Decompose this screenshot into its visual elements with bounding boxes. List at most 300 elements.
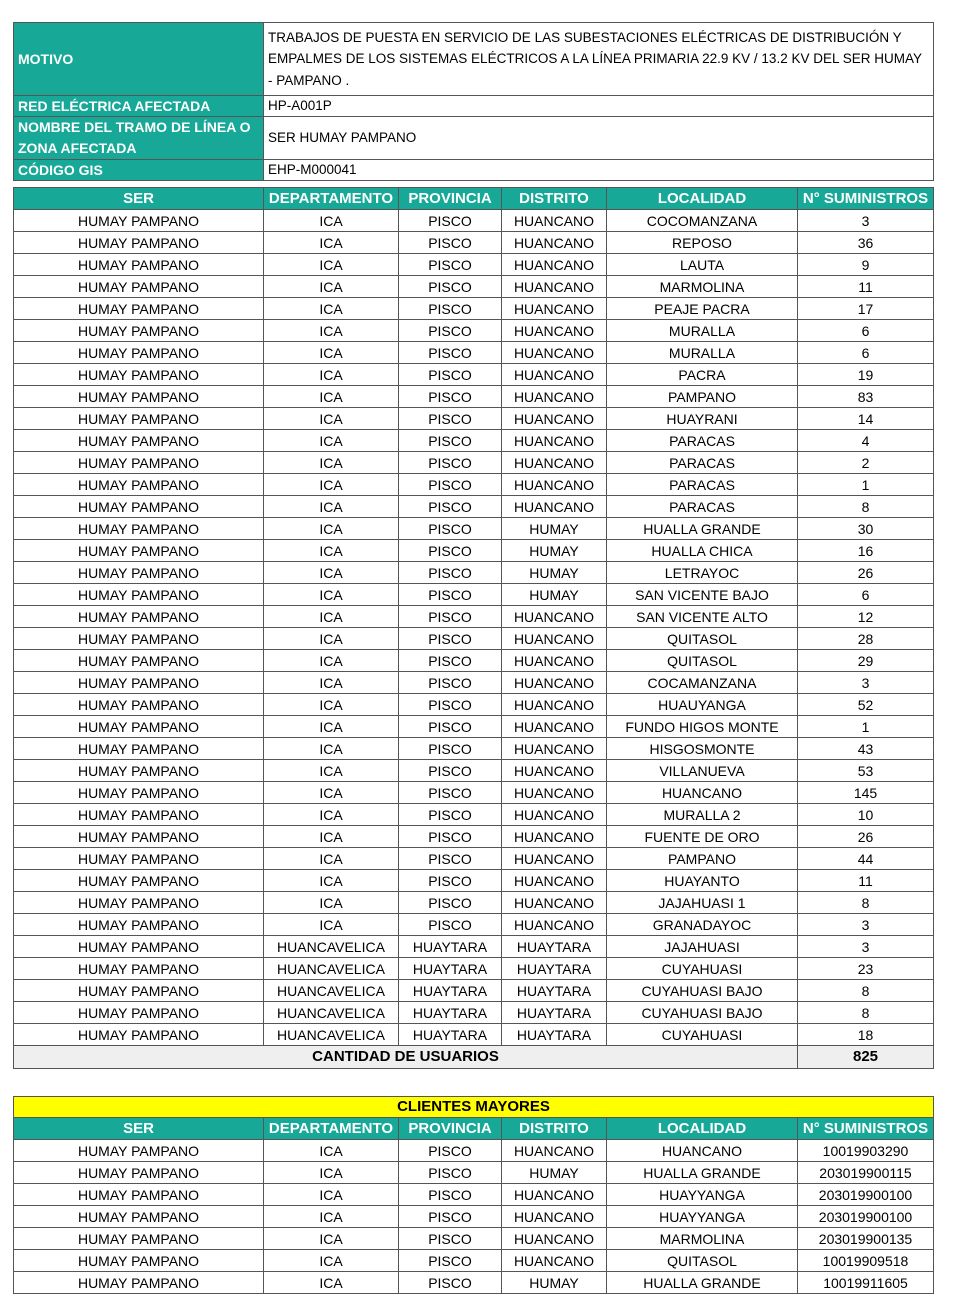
table-row [14,408,934,430]
col-header: PROVINCIA [399,188,502,210]
table-row [14,210,934,232]
table-cell: HUANCANO [502,276,607,298]
table-cell: 28 [798,628,934,650]
table-cell: ICA [264,518,399,540]
table-cell: 19 [798,364,934,386]
table-cell: 17 [798,298,934,320]
col-header: N° SUMINISTROS [798,1118,934,1140]
clientes-mayores-table [13,1096,934,1294]
table-cell: HUMAY PAMPANO [14,628,264,650]
table-cell: HUANCANO [502,914,607,936]
table-cell: 26 [798,562,934,584]
tramo-value: SER HUMAY PAMPANO [264,117,934,160]
table-cell: HUANCANO [502,782,607,804]
gis-label: CÓDIGO GIS [14,160,264,181]
table-cell: PAMPANO [607,848,798,870]
table-cell: 10019909518 [798,1250,934,1272]
table-cell: HUANCAVELICA [264,958,399,980]
table-cell: HUAYTARA [399,958,502,980]
table-cell: ICA [264,672,399,694]
table-cell: JAJAHUASI 1 [607,892,798,914]
motivo-row [14,23,934,96]
table-cell: PISCO [399,232,502,254]
table-cell: ICA [264,1162,399,1184]
table-cell: HUANCANO [502,1228,607,1250]
table-cell: ICA [264,276,399,298]
table-cell: HUMAY PAMPANO [14,584,264,606]
table-cell: COCOMANZANA [607,210,798,232]
table-cell: PACRA [607,364,798,386]
table-cell: HUANCANO [502,672,607,694]
table-cell: HUAYYANGA [607,1206,798,1228]
clientes-mayores-title-row [14,1097,934,1118]
table-cell: PISCO [399,716,502,738]
table-cell: ICA [264,584,399,606]
table-body [14,210,934,1046]
red-label: RED ELÉCTRICA AFECTADA [14,96,264,117]
table-cell: PISCO [399,496,502,518]
table-cell: HUALLA CHICA [607,540,798,562]
table-cell: HUANCANO [502,254,607,276]
motivo-label: MOTIVO [14,23,264,96]
table-cell: ICA [264,562,399,584]
table-row [14,738,934,760]
table-row [14,870,934,892]
table-cell: 16 [798,540,934,562]
table-cell: HUANCANO [502,628,607,650]
table-cell: HUAYTARA [502,1024,607,1046]
table-cell: ICA [264,760,399,782]
table-cell: HUMAY PAMPANO [14,408,264,430]
col-header: SER [14,1118,264,1140]
table-cell: HUMAY PAMPANO [14,562,264,584]
table-cell: HUMAY PAMPANO [14,232,264,254]
table-cell: 6 [798,342,934,364]
table-row [14,298,934,320]
table-cell: 145 [798,782,934,804]
table-cell: 2 [798,452,934,474]
table-cell: LETRAYOC [607,562,798,584]
col-header: DISTRITO [502,188,607,210]
table-cell: ICA [264,782,399,804]
table-row [14,254,934,276]
table-cell: HUMAY PAMPANO [14,980,264,1002]
table-cell: ICA [264,1272,399,1294]
col-header: N° SUMINISTROS [798,188,934,210]
info-table [13,22,934,181]
table-cell: 44 [798,848,934,870]
table-cell: HUANCANO [502,474,607,496]
table-cell: HUMAY PAMPANO [14,738,264,760]
table-cell: HUAYANTO [607,870,798,892]
table-cell: HUMAY PAMPANO [14,540,264,562]
table-cell: PISCO [399,870,502,892]
table-cell: HUAYTARA [502,1002,607,1024]
table-cell: 3 [798,210,934,232]
table-cell: HUANCANO [502,738,607,760]
table-cell: HUMAY PAMPANO [14,606,264,628]
table-cell: HUAYTARA [502,958,607,980]
table-cell: JAJAHUASI [607,936,798,958]
table-cell: HUMAY PAMPANO [14,826,264,848]
table-cell: ICA [264,408,399,430]
table-cell: PISCO [399,540,502,562]
table-cell: PISCO [399,672,502,694]
table-cell: 36 [798,232,934,254]
table-cell: ICA [264,914,399,936]
table-cell: ICA [264,1184,399,1206]
table-cell: CUYAHUASI [607,958,798,980]
table-cell: 3 [798,914,934,936]
table-row [14,386,934,408]
table-cell: 23 [798,958,934,980]
table-cell: 10019903290 [798,1140,934,1162]
table-cell: ICA [264,826,399,848]
table-cell: HUAYTARA [399,980,502,1002]
col-header: LOCALIDAD [607,1118,798,1140]
table-cell: ICA [264,870,399,892]
table-cell: MARMOLINA [607,276,798,298]
table-row [14,232,934,254]
table-cell: HUANCANO [502,408,607,430]
table-row [14,1002,934,1024]
table-cell: 10019911605 [798,1272,934,1294]
table-cell: HUMAY PAMPANO [14,1140,264,1162]
table-row [14,672,934,694]
table-cell: SAN VICENTE ALTO [607,606,798,628]
table-cell: ICA [264,386,399,408]
table-row [14,1184,934,1206]
table-cell: FUENTE DE ORO [607,826,798,848]
table-row [14,1140,934,1162]
table-cell: PISCO [399,210,502,232]
table-cell: PISCO [399,452,502,474]
table-cell: PISCO [399,342,502,364]
table-cell: HUMAY PAMPANO [14,694,264,716]
table-row [14,584,934,606]
table-row [14,1024,934,1046]
table-cell: HUANCANO [502,826,607,848]
table-cell: HUMAY PAMPANO [14,496,264,518]
tramo-label: NOMBRE DEL TRAMO DE LÍNEA O ZONA AFECTADA [14,117,264,160]
table-row [14,716,934,738]
table-cell: HUMAY PAMPANO [14,914,264,936]
table-cell: HISGOSMONTE [607,738,798,760]
table-row [14,276,934,298]
table-cell: 11 [798,870,934,892]
table-cell: 83 [798,386,934,408]
table-cell: ICA [264,738,399,760]
table-cell: HUMAY PAMPANO [14,518,264,540]
table-row [14,694,934,716]
table-cell: CUYAHUASI BAJO [607,1002,798,1024]
clientes-mayores-title: CLIENTES MAYORES [14,1097,934,1118]
table-row [14,320,934,342]
table-cell: HUMAY PAMPANO [14,320,264,342]
table-cell: PARACAS [607,430,798,452]
table-cell: 203019900100 [798,1206,934,1228]
table-cell: ICA [264,496,399,518]
table-cell: ICA [264,232,399,254]
table-cell: HUMAY PAMPANO [14,650,264,672]
table-cell: 10 [798,804,934,826]
table-cell: 203019900100 [798,1184,934,1206]
table-cell: MURALLA [607,342,798,364]
table-cell: HUALLA GRANDE [607,518,798,540]
table-cell: HUMAY [502,1272,607,1294]
table-cell: PISCO [399,606,502,628]
table-row [14,914,934,936]
table-row [14,342,934,364]
table-cell: 3 [798,936,934,958]
table-row [14,650,934,672]
table-cell: QUITASOL [607,1250,798,1272]
table-cell: PISCO [399,1228,502,1250]
table-cell: ICA [264,804,399,826]
table-row [14,892,934,914]
table-row [14,364,934,386]
table-cell: HUMAY PAMPANO [14,452,264,474]
table-header [14,188,934,210]
table-cell: HUMAY PAMPANO [14,804,264,826]
table-row [14,782,934,804]
table-cell: HUMAY PAMPANO [14,760,264,782]
table-cell: HUALLA GRANDE [607,1162,798,1184]
table-cell: PISCO [399,254,502,276]
table-cell: FUNDO HIGOS MONTE [607,716,798,738]
table-cell: HUMAY PAMPANO [14,892,264,914]
table-row [14,804,934,826]
gis-row [14,160,934,181]
table-cell: HUANCAVELICA [264,1002,399,1024]
table-row [14,496,934,518]
table-cell: HUAYTARA [399,936,502,958]
table-cell: HUAYRANI [607,408,798,430]
table-row [14,518,934,540]
table-cell: ICA [264,452,399,474]
table-row [14,936,934,958]
table-cell: PISCO [399,1162,502,1184]
table-cell: ICA [264,694,399,716]
table-cell: 1 [798,716,934,738]
table-cell: ICA [264,606,399,628]
table-cell: PISCO [399,1184,502,1206]
table-cell: PISCO [399,826,502,848]
table-cell: HUANCANO [502,606,607,628]
table-cell: PISCO [399,320,502,342]
table-cell: ICA [264,364,399,386]
table-cell: PISCO [399,474,502,496]
table-cell: HUMAY [502,562,607,584]
table-cell: 14 [798,408,934,430]
table-row [14,1206,934,1228]
table-row [14,474,934,496]
table-cell: PISCO [399,584,502,606]
table-cell: HUANCANO [502,1250,607,1272]
table-cell: PISCO [399,386,502,408]
gis-value: EHP-M000041 [264,160,934,181]
table-cell: HUAYTARA [502,936,607,958]
table-cell: HUMAY PAMPANO [14,782,264,804]
table-cell: MURALLA [607,320,798,342]
table-cell: VILLANUEVA [607,760,798,782]
table-cell: HUANCANO [502,210,607,232]
table-row [14,848,934,870]
table-cell: PISCO [399,738,502,760]
table-cell: 6 [798,584,934,606]
table-cell: HUMAY PAMPANO [14,1024,264,1046]
table-cell: ICA [264,320,399,342]
table-cell: HUANCANO [502,1140,607,1162]
table-cell: HUMAY [502,540,607,562]
table-cell: ICA [264,298,399,320]
table-row [14,430,934,452]
table-cell: ICA [264,474,399,496]
table-cell: COCAMANZANA [607,672,798,694]
table-cell: HUMAY PAMPANO [14,1272,264,1294]
table-cell: 8 [798,496,934,518]
table-cell: HUMAY PAMPANO [14,1250,264,1272]
table-cell: PISCO [399,298,502,320]
table-cell: HUMAY PAMPANO [14,276,264,298]
col-header: DEPARTAMENTO [264,1118,399,1140]
table-cell: HUMAY PAMPANO [14,1162,264,1184]
table-cell: QUITASOL [607,650,798,672]
table-cell: HUMAY [502,518,607,540]
table-cell: HUMAY PAMPANO [14,848,264,870]
table-row [14,562,934,584]
table-cell: HUANCAVELICA [264,1024,399,1046]
table-cell: HUANCANO [502,298,607,320]
table-row [14,1162,934,1184]
table-cell: HUANCANO [607,1140,798,1162]
total-value: 825 [798,1046,934,1069]
table-body [14,1140,934,1294]
table-cell: PISCO [399,1206,502,1228]
col-header: LOCALIDAD [607,188,798,210]
table-cell: HUANCANO [502,320,607,342]
col-header: PROVINCIA [399,1118,502,1140]
table-cell: HUANCAVELICA [264,980,399,1002]
table-cell: REPOSO [607,232,798,254]
table-cell: HUMAY PAMPANO [14,672,264,694]
table-row [14,452,934,474]
suministros-table [13,187,934,1069]
table-cell: PISCO [399,1250,502,1272]
table-cell: 11 [798,276,934,298]
table-cell: PARACAS [607,496,798,518]
table-cell: HUANCANO [502,364,607,386]
table-cell: PISCO [399,1140,502,1162]
table-cell: MARMOLINA [607,1228,798,1250]
table-cell: HUAUYANGA [607,694,798,716]
table-cell: 4 [798,430,934,452]
table-cell: HUMAY PAMPANO [14,870,264,892]
table-cell: HUANCANO [502,232,607,254]
table-cell: HUMAY PAMPANO [14,936,264,958]
table-cell: HUAYYANGA [607,1184,798,1206]
table-cell: HUMAY PAMPANO [14,1184,264,1206]
table-cell: HUANCANO [502,716,607,738]
table-row [14,760,934,782]
table-cell: ICA [264,254,399,276]
table-cell: CUYAHUASI [607,1024,798,1046]
table-cell: ICA [264,1250,399,1272]
table-cell: HUANCANO [502,1206,607,1228]
table-cell: ICA [264,430,399,452]
table-cell: 26 [798,826,934,848]
table-cell: 203019900135 [798,1228,934,1250]
table-cell: HUANCANO [502,496,607,518]
table-cell: 8 [798,980,934,1002]
table-cell: PISCO [399,848,502,870]
table-cell: PISCO [399,518,502,540]
table-cell: 30 [798,518,934,540]
table-cell: HUAYTARA [399,1002,502,1024]
table-cell: 52 [798,694,934,716]
table-cell: 53 [798,760,934,782]
table-cell: HUANCANO [502,804,607,826]
col-header: DISTRITO [502,1118,607,1140]
table-cell: PISCO [399,782,502,804]
table-cell: PISCO [399,562,502,584]
table-cell: HUANCANO [502,430,607,452]
table-cell: HUANCAVELICA [264,936,399,958]
table-cell: HUMAY PAMPANO [14,474,264,496]
table-cell: ICA [264,342,399,364]
table-cell: PISCO [399,892,502,914]
table-cell: HUAYTARA [502,980,607,1002]
table-cell: ICA [264,210,399,232]
table-cell: ICA [264,1140,399,1162]
table-cell: HUANCANO [502,870,607,892]
table-cell: HUAYTARA [399,1024,502,1046]
col-header: SER [14,188,264,210]
table-cell: PISCO [399,408,502,430]
table-cell: PISCO [399,628,502,650]
table-cell: HUMAY PAMPANO [14,430,264,452]
table-cell: PAMPANO [607,386,798,408]
table-cell: HUANCANO [502,848,607,870]
table-cell: 8 [798,892,934,914]
table-cell: PEAJE PACRA [607,298,798,320]
table-row [14,628,934,650]
table-cell: PISCO [399,694,502,716]
table-row [14,1228,934,1250]
table-cell: PISCO [399,804,502,826]
table-cell: MURALLA 2 [607,804,798,826]
table-cell: HUMAY PAMPANO [14,364,264,386]
table-cell: HUMAY PAMPANO [14,342,264,364]
table-cell: CUYAHUASI BAJO [607,980,798,1002]
table-cell: HUANCANO [502,892,607,914]
table-cell: HUMAY PAMPANO [14,298,264,320]
table-header [14,1118,934,1140]
table-row [14,1272,934,1294]
total-row [14,1046,934,1069]
table-cell: ICA [264,1228,399,1250]
table-cell: 1 [798,474,934,496]
table-cell: ICA [264,716,399,738]
table-cell: PISCO [399,364,502,386]
table-cell: HUMAY PAMPANO [14,716,264,738]
col-header: DEPARTAMENTO [264,188,399,210]
table-cell: PISCO [399,276,502,298]
table-cell: 6 [798,320,934,342]
table-cell: LAUTA [607,254,798,276]
table-row [14,826,934,848]
table-row [14,958,934,980]
